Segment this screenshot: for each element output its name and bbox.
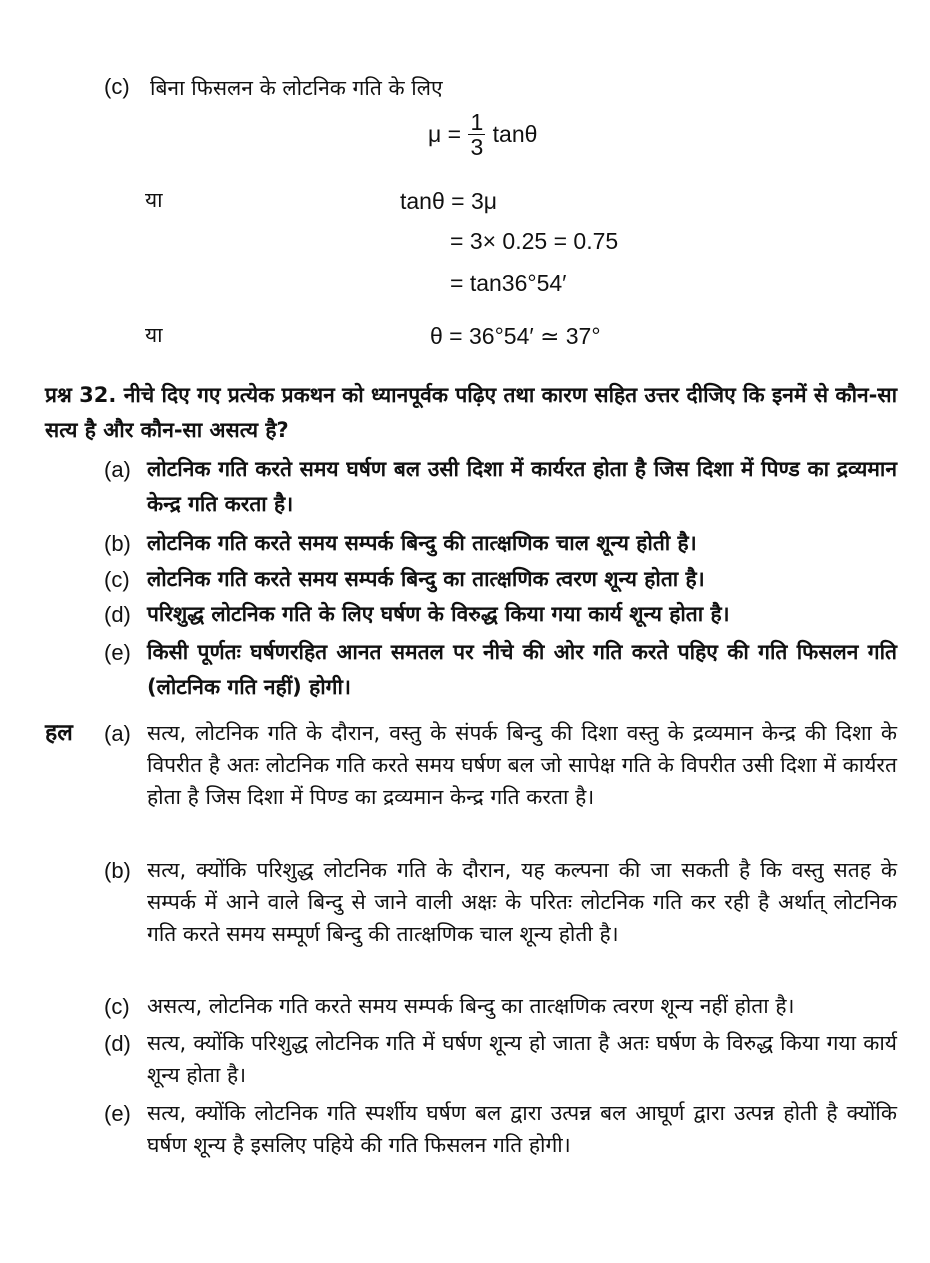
solution-item-e: सत्य, क्योंकि लोटनिक गति स्पर्शीय घर्षण बल द्वारा उत्पन्न बल आघूर्ण द्वारा उत्पन्न होती है क्योंकि घर्षण शून्य है इसलिए पहिये की गति फिसलन गति होगी। xyxy=(147,1101,897,1157)
question-option-a: लोटनिक गति करते समय घर्षण बल उसी दिशा में कार्यरत होता है जिस दिशा में पिण्ड का द्रव्यमान केन्द्र गति करता है। xyxy=(147,457,897,516)
question-option-label-e: (e) xyxy=(104,640,131,665)
question-option-label-d: (d) xyxy=(104,602,131,627)
solution-item-c: असत्य, लोटनिक गति करते समय सम्पर्क बिन्दु का तात्क्षणिक त्वरण शून्य नहीं होता है। xyxy=(147,994,795,1018)
ya-label-2: या xyxy=(145,323,163,347)
fraction-numerator: 1 xyxy=(470,109,484,135)
equation-angle: = tan36°54′ xyxy=(450,270,567,296)
equation-mu-rhs: tanθ xyxy=(492,121,538,147)
solution-label-c: (c) xyxy=(104,994,130,1019)
question-option-e: किसी पूर्णतः घर्षणरहित आनत समतल पर नीचे की ओर गति करते पहिए की गति फिसलन गति (लोटनिक गति नहीं) होगी। xyxy=(147,640,897,699)
fraction-one-third xyxy=(468,110,485,159)
question-number: प्रश्न 32. xyxy=(45,383,117,407)
solution-item-a: सत्य, लोटनिक गति के दौरान, वस्तु के संपर्क बिन्दु की दिशा वस्तु के द्रव्यमान केन्द्र की दिशा के विपरीत है अतः लोटनिक गति करते समय घर्षण बल जो सापेक्ष गति के विपरीत उसी दिशा में कार्यरत होता है जिस दिशा में पिण्ड का द्रव्यमान केन्द्र गति करता है। xyxy=(147,721,897,809)
solution-label-b: (b) xyxy=(104,858,131,883)
equation-theta: θ = 36°54′ ≃ 37° xyxy=(430,323,601,349)
solution-heading: हल xyxy=(45,720,73,746)
question-option-label-b: (b) xyxy=(104,531,131,556)
solution-label-e: (e) xyxy=(104,1101,131,1126)
fraction-denominator: 3 xyxy=(470,134,484,160)
equation-value: = 3× 0.25 = 0.75 xyxy=(450,228,619,254)
ya-label-1: या xyxy=(145,188,163,212)
question-option-label-c: (c) xyxy=(104,567,130,592)
question-option-label-a: (a) xyxy=(104,457,131,482)
prev-part-text: बिना फिसलन के लोटनिक गति के लिए xyxy=(150,76,443,100)
solution-item-b: सत्य, क्योंकि परिशुद्ध लोटनिक गति के दौरान, यह कल्पना की जा सकती है कि वस्तु सतह के सम्पर्क में आने वाले बिन्दु से जाने वाली अक्षः के परितः लोटनिक गति कर रही है अर्थात् लोटनिक गति करते समय सम्पूर्ण बिन्दु की तात्क्षणिक चाल शून्य होती है। xyxy=(147,858,897,946)
solution-item-d: सत्य, क्योंकि परिशुद्ध लोटनिक गति में घर्षण शून्य हो जाता है अतः घर्षण के विरुद्ध किया गया कार्य शून्य होता है। xyxy=(147,1031,897,1087)
equation-mu-lhs: μ = xyxy=(428,121,462,147)
solution-label-d: (d) xyxy=(104,1031,131,1056)
equation-mu xyxy=(428,110,537,170)
question-option-b: लोटनिक गति करते समय सम्पर्क बिन्दु की तात्क्षणिक चाल शून्य होती है। xyxy=(147,531,697,555)
question-text: नीचे दिए गए प्रत्येक प्रकथन को ध्यानपूर्वक पढ़िए तथा कारण सहित उत्तर दीजिए कि इनमें से कौन-सा सत्य है और कौन-सा असत्य है? xyxy=(45,383,898,442)
question-option-d: परिशुद्ध लोटनिक गति के लिए घर्षण के विरुद्ध किया गया कार्य शून्य होता है। xyxy=(147,602,730,626)
question-32 xyxy=(45,378,897,448)
prev-part-label: (c) xyxy=(104,74,130,99)
solution-label-a: (a) xyxy=(104,721,131,746)
question-option-c: लोटनिक गति करते समय सम्पर्क बिन्दु का तात्क्षणिक त्वरण शून्य होता है। xyxy=(147,567,705,591)
equation-tan-theta: tanθ = 3μ xyxy=(400,188,498,214)
